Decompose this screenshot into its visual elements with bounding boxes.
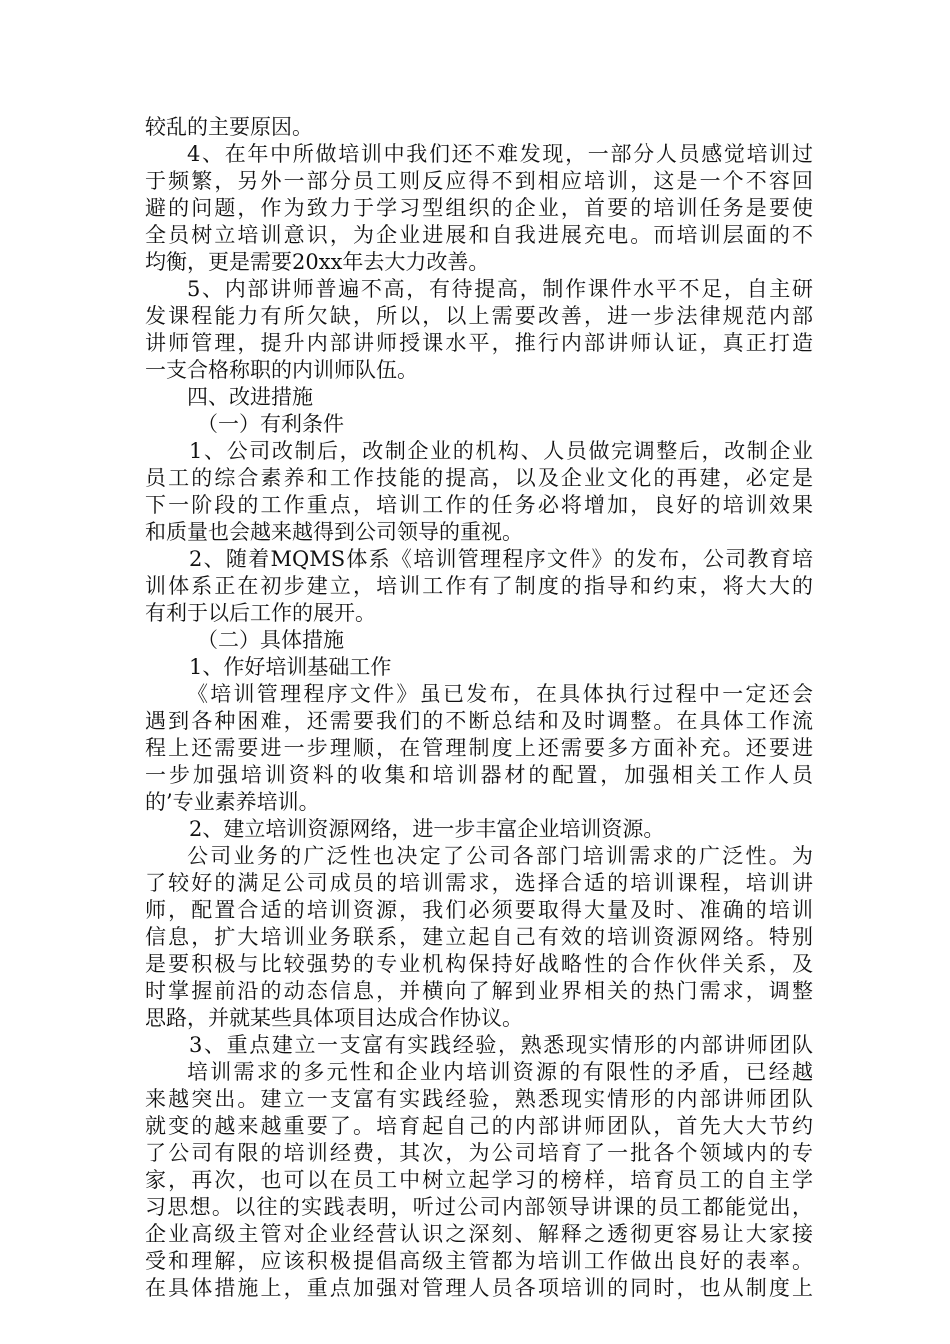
text-line: 4、在年中所做培训中我们还不难发现，一部分人员感觉培训过	[187, 142, 813, 166]
text-line: 和质量也会越来越得到公司领导的重视。	[145, 520, 523, 544]
text-line: 遇到各种困难，还需要我们的不断总结和及时调整。在具体工作流	[145, 709, 813, 733]
text-line: 思路，并就某些具体项目达成合作协议。	[145, 1006, 523, 1030]
text-line: 就变的越来越重要了。培育起自己的内部讲师团队，首先大大节约	[145, 1114, 813, 1138]
text-line: 一支合格称职的内训师队伍。	[145, 358, 418, 382]
text-line: 受和理解，应该积极提倡高级主管都为培训工作做出良好的表率。	[145, 1249, 813, 1273]
text-line: 有利于以后工作的展开。	[145, 601, 376, 625]
text-line: 较乱的主要原因。	[145, 115, 313, 139]
text-line: 下一阶段的工作重点，培训工作的任务必将增加，良好的培训效果	[145, 493, 813, 517]
text-line: 来越突出。建立一支富有实践经验，熟悉现实情形的内部讲师团队	[145, 1087, 813, 1111]
subsection-heading: （一）有利条件	[197, 412, 344, 436]
item-heading: 1、作好培训基础工作	[189, 655, 392, 679]
text-line: 了较好的满足公司成员的培训需求，选择合适的培训课程，培训讲	[145, 871, 813, 895]
text-line: 于频繁，另外一部分员工则反应得不到相应培训，这是一个不容回	[145, 169, 813, 193]
text-line: 1、公司改制后，改制企业的机构、人员做完调整后，改制企业	[189, 439, 813, 463]
text-line: 《培训管理程序文件》虽已发布，在具体执行过程中一定还会	[187, 682, 813, 706]
text-line: 的’专业素养培训。	[145, 790, 320, 814]
text-line: 均衡，更是需要20xx年去大力改善。	[145, 250, 490, 274]
item-heading: 2、建立培训资源网络，进一步丰富企业培训资源。	[189, 817, 665, 841]
text-line: 避的问题，作为致力于学习型组织的企业，首要的培训任务是要使	[145, 196, 813, 220]
text-line: 家，再次，也可以在员工中树立起学习的榜样，培育员工的自主学	[145, 1168, 813, 1192]
text-line: 师，配置合适的培训资源，我们必须要取得大量及时、准确的培训	[145, 898, 813, 922]
text-line: 员工的综合素养和工作技能的提高，以及企业文化的再建，必定是	[145, 466, 813, 490]
text-line: 全员树立培训意识，为企业进展和自我进展充电。而培训层面的不	[145, 223, 813, 247]
text-line: 习思想。以往的实践表明，听过公司内部领导讲课的员工都能觉出，	[145, 1195, 813, 1219]
subsection-heading: （二）具体措施	[197, 628, 344, 652]
item-heading: 3、重点建立一支富有实践经验，熟悉现实情形的内部讲师团队	[189, 1033, 813, 1057]
document-body	[145, 114, 813, 1302]
text-line: 发课程能力有所欠缺，所以，以上需要改善，进一步法律规范内部	[145, 304, 813, 328]
text-line: 培训需求的多元性和企业内培训资源的有限性的矛盾，已经越	[187, 1060, 813, 1084]
text-line: 2、随着MQMS体系《培训管理程序文件》的发布，公司教育培	[189, 547, 813, 571]
text-line: 训体系正在初步建立，培训工作有了制度的指导和约束，将大大的	[145, 574, 813, 598]
text-line: 5、内部讲师普遍不高，有待提高，制作课件水平不足，自主研	[187, 277, 813, 301]
text-line: 信息，扩大培训业务联系，建立起自己有效的培训资源网络。特别	[145, 925, 813, 949]
text-line: 了公司有限的培训经费，其次，为公司培育了一批各个领域内的专	[145, 1141, 813, 1165]
text-line: 程上还需要进一步理顺，在管理制度上还需要多方面补充。还要进	[145, 736, 813, 760]
text-line: 是要积极与比较强势的专业机构保持好战略性的合作伙伴关系，及	[145, 952, 813, 976]
text-line: 一步加强培训资料的收集和培训器材的配置，加强相关工作人员	[145, 763, 813, 787]
text-line: 讲师管理，提升内部讲师授课水平，推行内部讲师认证，真正打造	[145, 331, 813, 355]
text-line: 时掌握前沿的动态信息，并横向了解到业界相关的热门需求，调整	[145, 979, 813, 1003]
section-heading: 四、改进措施	[187, 385, 313, 409]
text-line: 在具体措施上，重点加强对管理人员各项培训的同时，也从制度上	[145, 1276, 813, 1300]
text-line: 公司业务的广泛性也决定了公司各部门培训需求的广泛性。为	[187, 844, 813, 868]
text-line: 企业高级主管对企业经营认识之深刻、解释之透彻更容易让大家接	[145, 1222, 813, 1246]
